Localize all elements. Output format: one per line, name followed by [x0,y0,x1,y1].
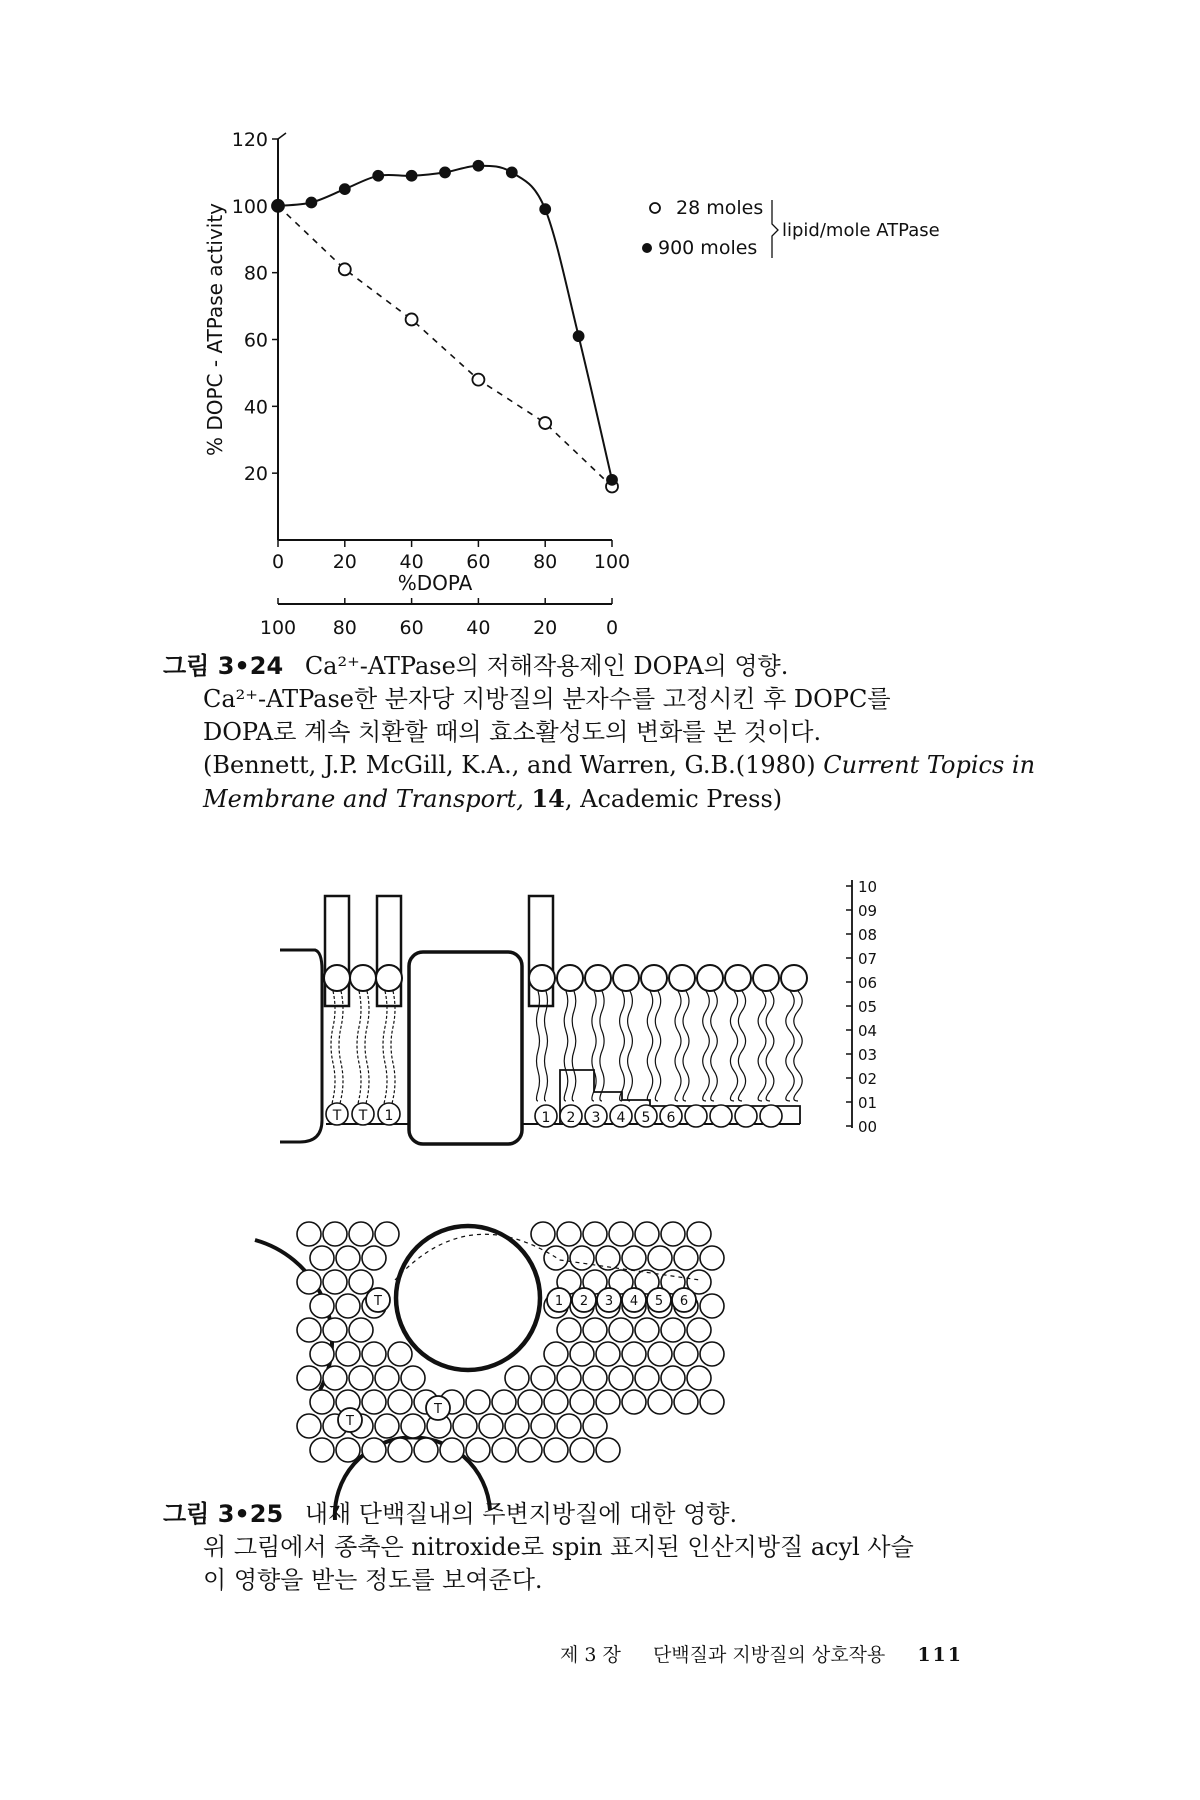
lipid-tail [564,991,568,1101]
lipid-tail [655,991,660,1101]
caption-title: 내재 단백질내의 주변지방질에 대한 영향. [304,1500,738,1528]
data-point-filled [607,475,617,485]
y-axis-title: % DOPC - ATPase activity [203,202,227,457]
lipid-head-top [336,1438,360,1462]
lipid-head-top [297,1270,321,1294]
scale-label: 10 [858,878,878,896]
lipid-bottom-head [735,1105,757,1127]
caption-line-4 [163,749,1035,782]
lipid-tail [365,991,369,1119]
lipid-head-top [609,1366,633,1390]
lipid-head-top [700,1246,724,1270]
lipid-marker-label: 5 [654,1294,664,1309]
lipid-bottom-marker: 5 [641,1110,651,1126]
lipid-head-top [323,1270,347,1294]
lipid-head-top [440,1438,464,1462]
lipid-bottom-marker: T [332,1108,342,1124]
lipid-head-top [557,1366,581,1390]
lipid-marker-label: 3 [604,1294,614,1309]
y-tick-label: 80 [243,262,268,285]
lipid-head-top [570,1246,594,1270]
caption-title: Ca²⁺-ATPase의 저해작용제인 DOPA의 영향. [304,652,789,680]
lipid-head-top [544,1246,568,1270]
integral-protein-top [396,1226,540,1370]
citation-journal-part1: Current Topics in [823,751,1036,779]
lipid-tail [628,991,633,1101]
data-point-filled [340,184,350,194]
lipid-head-top [648,1390,672,1414]
lipid-head-top [570,1342,594,1366]
lipid-head-top [492,1438,516,1462]
data-point-filled [507,167,517,177]
lipid-head-top [622,1342,646,1366]
lipid-head-top [596,1342,620,1366]
legend-brace [772,200,778,258]
y-axis-cap [278,133,286,139]
lipid-head-top [700,1294,724,1318]
scale-label: 08 [858,926,878,944]
lipid-head-top [362,1438,386,1462]
lipid-tail [730,991,737,1101]
data-point-open [539,417,551,429]
fig-3-24-caption [163,650,1035,816]
lipid-tail [331,991,335,1119]
lipid-head-top [349,1366,373,1390]
y-tick-label: 100 [231,195,268,218]
lipid-marker-label: 6 [679,1294,689,1309]
lipid-head-top [687,1222,711,1246]
lipid-head-top [362,1246,386,1270]
lipid-head-top [635,1366,659,1390]
lipid-head-top [297,1318,321,1342]
lipid-head-top [518,1438,542,1462]
x2-tick-label: 0 [605,617,619,639]
lipid-head-top [401,1414,425,1438]
x-tick-label: 40 [399,551,424,573]
lipid-head-top [388,1342,412,1366]
lipid-tail [703,991,710,1101]
lipid-head-top [544,1438,568,1462]
lipid-head-top [310,1342,334,1366]
lipid-head-top [297,1366,321,1390]
lipid-head-top [583,1318,607,1342]
lipid-head-top [518,1390,542,1414]
fig-3-25-diagram [0,860,1200,1520]
lipid-head [613,965,639,991]
lipid-head-top [609,1222,633,1246]
y-tick-label: 20 [243,463,268,486]
membrane-cross-section [280,878,877,1144]
x-tick-label: 60 [466,551,491,573]
lipid-head [557,965,583,991]
x2-tick-label: 40 [466,617,491,639]
x2-tick-label: 20 [533,617,558,639]
lipid-bottom-marker: T [358,1108,368,1124]
lipid-head-top [557,1222,581,1246]
lipid-head-top [310,1246,334,1270]
lipid-head [781,965,807,991]
lipid-head-top [687,1366,711,1390]
lipid-head [753,965,779,991]
footer-chapter-title: 단백질과 지방질의 상호작용 [652,1644,886,1666]
lipid-tail [620,991,625,1101]
lipid-head-top [401,1366,425,1390]
lipid-tail [572,991,576,1101]
lipid-tail [339,991,343,1119]
lipid-bottom-marker: 6 [666,1110,676,1126]
lipid-head-top [609,1318,633,1342]
y-tick-label: 120 [231,129,268,151]
lipid-bottom-head [685,1105,707,1127]
footer-chapter: 제 3 장 [560,1644,621,1666]
x2-tick-label: 100 [259,617,297,639]
lipid-head-top [505,1366,529,1390]
data-point-filled [273,201,283,211]
y-tick-label: 60 [243,329,268,352]
lipid-head-top [310,1438,334,1462]
caption-line-5 [163,782,1035,816]
citation-volume: 14 [531,784,565,813]
lipid-tail [794,991,802,1101]
lipid-tail [711,991,718,1101]
x2-tick-label: 60 [399,617,424,639]
lipid-head-top [453,1414,477,1438]
lipid-head-top [661,1366,685,1390]
lipid-tail [357,991,361,1119]
lipid-head-top [297,1222,321,1246]
caption-label: 그림 3•25 [163,1500,284,1528]
lipid-marker-label: 1 [554,1294,564,1309]
lipid-tail [537,991,540,1101]
citation-publisher: , Academic Press) [564,785,783,813]
lipid-head-top [596,1390,620,1414]
lipid-head-top [323,1318,347,1342]
lipid-head-top [544,1390,568,1414]
lipid-head-top [648,1342,672,1366]
lipid-head-top [531,1366,555,1390]
lipid-head-top [648,1246,672,1270]
lipid-head [725,965,751,991]
scale-label: 05 [858,998,878,1016]
lipid-tail [758,991,766,1101]
citation-journal-part2: Membrane and Transport, [203,785,532,813]
lipid-head-top [570,1438,594,1462]
lipid-bottom-marker: 1 [541,1110,551,1126]
scale-label: 02 [858,1070,878,1088]
lipid-tail [738,991,745,1101]
lipid-tail [786,991,794,1101]
lipid-head-top [479,1414,503,1438]
lipid-head-top [388,1390,412,1414]
caption-line-3: DOPA로 계속 치환할 때의 효소활성도의 변화를 본 것이다. [203,718,822,746]
lipid-head-top [557,1414,581,1438]
scale-label: 07 [858,950,878,968]
lipid-bottom-head [760,1105,782,1127]
lipid-head [376,965,402,991]
lipid-marker-label: 2 [579,1294,589,1309]
lipid-head-top [310,1294,334,1318]
data-point-open [472,374,484,386]
lipid-head-top [661,1318,685,1342]
lipid-head [350,965,376,991]
page-footer [560,1640,963,1667]
citation-authors: (Bennett, J.P. McGill, K.A., and Warren, G.B.(1980) [203,751,824,779]
lipid-head-top [336,1294,360,1318]
lipid-head-top [310,1390,334,1414]
legend-entry-28-moles: 28 moles [676,197,764,219]
caption-label: 그림 3•24 [163,652,284,680]
lipid-tail [675,991,681,1101]
legend-marker-open [650,203,660,213]
lipid-head-top [700,1342,724,1366]
x-tick-label: 80 [533,551,558,573]
lipid-head [669,965,695,991]
lipid-head-top [622,1246,646,1270]
lipid-tail [545,991,548,1101]
data-point-filled [473,161,483,171]
lipid-head-top [635,1318,659,1342]
lipid-head-top [583,1366,607,1390]
lipid-marker-label: T [374,1294,382,1309]
legend-entry-900-moles: 900 moles [658,237,758,259]
page-number: 111 [917,1644,963,1666]
data-point-filled [440,167,450,177]
lipid-head [641,965,667,991]
lipid-bottom-marker: 1 [384,1108,394,1124]
lipid-head [585,965,611,991]
lipid-head-top [349,1318,373,1342]
scale-label: 03 [858,1046,878,1064]
lipid-head-top [583,1222,607,1246]
lipid-marker-label: T [346,1414,354,1429]
lipid-bottom-head [710,1105,732,1127]
lipid-head-top [531,1222,555,1246]
membrane-top-view [255,1222,724,1520]
lipid-bottom-marker: 3 [591,1110,601,1126]
lipid-head-top [557,1318,581,1342]
y-tick-label: 40 [243,396,268,419]
fig-3-24-chart [0,0,1200,640]
protein-outline-left [280,950,322,1142]
lipid-head-top [362,1390,386,1414]
lipid-head-top [375,1222,399,1246]
x2-tick-label: 80 [332,617,357,639]
scale-label: 06 [858,974,878,992]
fig-3-25-caption [163,1498,914,1597]
lipid-marker-label: 4 [629,1294,639,1309]
x-tick-label: 20 [332,551,357,573]
lipid-head-top [687,1318,711,1342]
lipid-head-top [596,1438,620,1462]
lipid-head-top [375,1366,399,1390]
lipid-head-top [336,1246,360,1270]
legend-group-label: lipid/mole ATPase [782,220,940,241]
caption-line-2: 위 그림에서 종축은 nitroxide로 spin 표지된 인산지방질 acyl 사슬 [203,1533,914,1561]
lipid-head-top [375,1414,399,1438]
lipid-head-top [297,1414,321,1438]
lipid-tail [600,991,604,1101]
data-point-filled [306,197,316,207]
lipid-bottom-marker: 4 [616,1110,626,1126]
lipid-head-top [323,1366,347,1390]
lipid-head-top [349,1222,373,1246]
x-tick-label: 100 [593,551,631,573]
scale-label: 00 [858,1118,878,1136]
lipid-head-top [414,1438,438,1462]
data-point-open [406,313,418,325]
lipid-head-top [466,1390,490,1414]
scale-label: 04 [858,1022,878,1040]
integral-protein [409,952,522,1144]
lipid-head-top [336,1342,360,1366]
lipid-tail [766,991,774,1101]
x-axis-title: %DOPA [397,571,473,595]
data-point-filled [540,204,550,214]
caption-line-3: 이 영향을 받는 정도를 보여준다. [203,1566,543,1594]
lipid-tail [383,991,387,1119]
scale-label: 09 [858,902,878,920]
lipid-tail [647,991,652,1101]
lipid-head-top [505,1414,529,1438]
lipid-head-top [466,1438,490,1462]
caption-line-2: Ca²⁺-ATPase한 분자당 지방질의 분자수를 고정시킨 후 DOPC를 [203,685,891,713]
lipid-tail [683,991,689,1101]
lipid-bottom-marker: 2 [566,1110,576,1126]
lipid-head-top [362,1342,386,1366]
data-point-open [339,263,351,275]
lipid-marker-label: T [434,1402,442,1417]
lipid-head [324,965,350,991]
lipid-head-top [661,1222,685,1246]
lipid-head-top [674,1342,698,1366]
lipid-head-top [622,1390,646,1414]
lipid-head [697,965,723,991]
lipid-head-top [700,1390,724,1414]
lipid-head-top [323,1222,347,1246]
series-line-2 [278,166,612,480]
lipid-head-top [674,1246,698,1270]
lipid-tail [391,991,395,1119]
lipid-head-top [544,1342,568,1366]
series-line-1 [278,206,612,487]
legend-marker-filled [642,243,652,253]
lipid-head-top [570,1390,594,1414]
lipid-head-top [635,1222,659,1246]
data-point-filled [574,331,584,341]
lipid-head-top [583,1414,607,1438]
scale-label: 01 [858,1094,878,1112]
lipid-head-top [388,1438,412,1462]
lipid-head-top [492,1390,516,1414]
lipid-head-top [531,1414,555,1438]
x-tick-label: 0 [271,551,285,573]
data-point-filled [407,171,417,181]
lipid-head-top [674,1390,698,1414]
lipid-head [529,965,555,991]
data-point-filled [373,171,383,181]
